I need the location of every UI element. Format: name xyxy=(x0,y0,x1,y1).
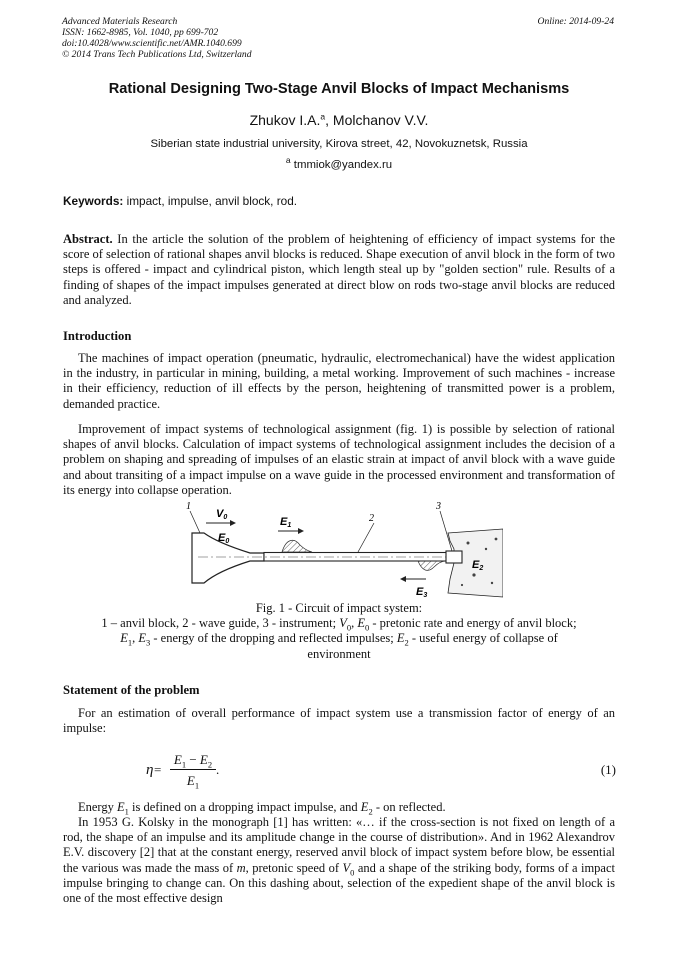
label-v0: V0 xyxy=(216,508,228,521)
author-molchanov: , Molchanov V.V. xyxy=(325,112,429,128)
eq-number: (1) xyxy=(600,762,616,777)
equation-1 xyxy=(146,752,616,792)
figure-caption xyxy=(63,601,615,662)
eq-numerator: $E_1 - E_2$ xyxy=(173,752,213,770)
statement-heading: Statement of the problem xyxy=(63,683,200,697)
keywords xyxy=(63,194,615,208)
introduction-paragraph-1: The machines of impact operation (pneumatic, hydraulic, electromechanical) have the widest application in the industry, in particular in mining, building, a metal working. Improvement of such machines - increase in their efficiency, reduction of ill effects by the person, heightening of transmitted power is a problem, demanded practice. xyxy=(63,351,615,411)
abstract-label: Abstract. xyxy=(63,232,113,246)
label-e2: E2 xyxy=(472,559,484,572)
leader-2 xyxy=(358,523,374,552)
email-address: tmmiok@yandex.ru xyxy=(290,159,393,171)
journal-metadata xyxy=(62,16,252,60)
author-zhukov: Zhukov I.A. xyxy=(249,112,321,128)
label-e1: E1 xyxy=(280,516,292,529)
keywords-text: impact, impulse, anvil block, rod. xyxy=(123,194,298,208)
caption-legend-line: 1 – anvil block, 2 - wave guide, 3 - instrument; $V_0$, $E_0$ - pretonic rate and energy of anvil block; xyxy=(101,616,577,633)
statement-paragraph-2: Energy $E_1$ is defined on a dropping impact impulse, and $E_2$ - on reflected. xyxy=(78,800,446,817)
introduction-paragraph-2: Improvement of impact systems of technological assignment (fig. 1) is possible by selection of rational shapes of anvil blocks. Calculation of impact systems of technological assignment includes the decision of a problem on shaping and spreading of impulses of an elastic strain at impact of anvil block with a wave guide and about transiting of a impact impulse on a wave guide in the processed environment and transformation of its energy into collapse operation. xyxy=(63,422,615,497)
author-affiliation-mark: a xyxy=(320,111,326,122)
label-2: 2 xyxy=(369,513,374,524)
statement-paragraph-1: For an estimation of overall performance of impact system use a transmission factor of energy of an impulse: xyxy=(63,706,615,736)
abstract-text: In the article the solution of the problem of heightening of efficiency of impact systems for the score of selection of rational shapes anvil blocks is reduced. Shape execution of anvil block in the form of two steps is offered - impact and cylindrical piston, which length steal up by "golden section" rule. Results of a finding of shapes of the impact impulses generated at direct blow on rods two-stage anvil blocks are reduced and analyzed. xyxy=(63,232,615,307)
leader-1 xyxy=(190,511,200,533)
label-3: 3 xyxy=(436,501,441,512)
author-list xyxy=(40,112,638,128)
online-date: Online: 2014-09-24 xyxy=(537,16,614,27)
abstract xyxy=(63,232,615,308)
eq-eta: η xyxy=(146,762,154,778)
impulse-e1-shape xyxy=(282,540,312,552)
eq-equals: = xyxy=(154,762,162,777)
caption-energy-line: $E_1$, $E_3$ - energy of the dropping and reflected impulses; $E_2$ - useful energy of collapse of xyxy=(120,631,558,648)
label-1: 1 xyxy=(186,501,191,512)
caption-title: Fig. 1 - Circuit of impact system: xyxy=(255,601,423,615)
journal-name: Advanced Materials Research xyxy=(62,16,178,27)
label-e0: E0 xyxy=(218,532,230,545)
eq-dot: . xyxy=(216,762,220,777)
leader-3 xyxy=(440,511,452,551)
label-e3: E3 xyxy=(416,586,428,599)
statement-paragraph-3: In 1953 G. Kolsky in the monograph [1] has written: «… if the cross-section is not fixed on length of a rod, the shape of an impulse and its amplitude change in the course of distribution». And in 1962 Alexandrov E.V. discovery [2] that at the constant energy, reserved anvil block of impact system before blow, be essential the various was made the mass of m, pretonic speed of $V_0$ and a shape of the striking body, forms of a impact impulse bringing to change can. On this dashing about, selection of the expedient shape of the anvil block is one of the most effective design xyxy=(63,815,615,906)
paper-title: Rational Designing Two-Stage Anvil Blocks of Impact Mechanisms xyxy=(108,81,570,97)
v0-arrowhead xyxy=(230,520,236,526)
contact-email xyxy=(40,155,638,171)
eq-denominator: $E_1$ xyxy=(186,773,200,791)
journal-issn: ISSN: 1662-8985, Vol. 1040, pp 699-702 xyxy=(62,27,219,38)
impulse-e3-shape xyxy=(418,561,446,570)
email-mark: a xyxy=(285,155,291,166)
instrument xyxy=(446,551,462,563)
journal-doi: doi:10.4028/www.scientific.net/AMR.1040.699 xyxy=(62,38,242,49)
eq-fraction-bar xyxy=(170,769,216,770)
e3-arrowhead xyxy=(400,576,406,582)
impact-system-figure xyxy=(178,497,503,601)
e1-arrowhead xyxy=(298,528,304,534)
caption-last-line: environment xyxy=(307,646,371,661)
keywords-label: Keywords: xyxy=(63,194,124,208)
journal-copyright: © 2014 Trans Tech Publications Ltd, Switzerland xyxy=(62,49,252,60)
affiliation: Siberian state industrial university, Kirova street, 42, Novokuznetsk, Russia xyxy=(150,138,528,150)
introduction-heading: Introduction xyxy=(63,329,132,343)
